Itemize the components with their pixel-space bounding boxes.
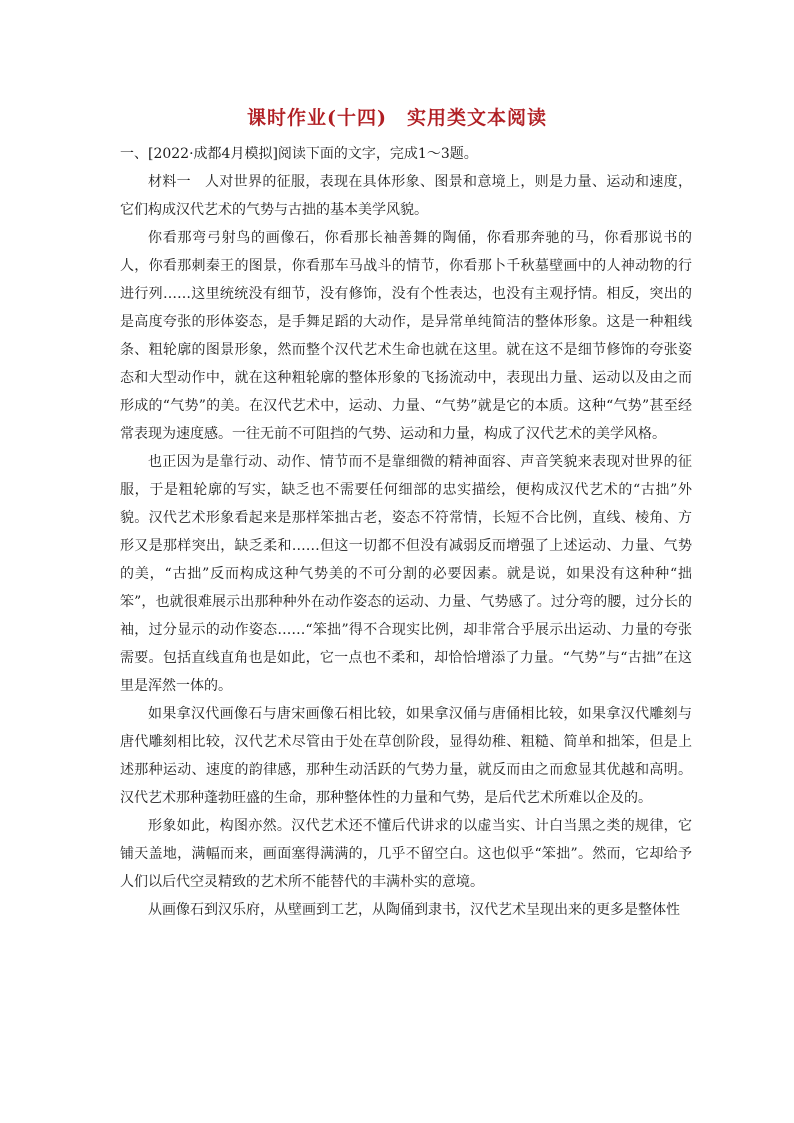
paragraph-1: [120, 168, 692, 224]
page-title: [0, 103, 794, 130]
paragraph-4: 如果拿汉代画像石与唐宋画像石相比较，如果拿汉俑与唐俑相比较，如果拿汉代雕刻与唐代雕刻相比较，汉代艺术尽管由于处在草创阶段，显得幼稚、粗糙、简单和拙笨，但是上述那种运动、速度的韵律感，那种生动活跃的气势力量，就反而由之而愈显其优越和高明。汉代艺术那种蓬勃旺盛的生命，那种整体性的力量和气势，是后代艺术所难以企及的。: [120, 706, 692, 806]
material-label: 材料一: [148, 174, 191, 190]
document-body: [120, 140, 692, 924]
title-part-2: 实用类文本阅读: [406, 107, 547, 129]
question-intro: 一、[2022·成都4月模拟]阅读下面的文字，完成1～3题。: [120, 146, 478, 162]
paragraph-3: 也正因为是靠行动、动作、情节而不是靠细微的精神面容、声音笑貌来表现对世界的征服，于是粗轮廓的写实，缺乏也不需要任何细部的忠实描绘，便构成汉代艺术的“古拙”外貌。汉代艺术形象看起来是那样笨拙古老，姿态不符常情，长短不合比例，直线、棱角、方形又是那样突出，缺乏柔和……但这一切都不但没有减弱反而增强了上述运动、力量、气势的美，“古拙”反而构成这种气势美的不可分割的必要因素。就是说，如果没有这种种“拙笨”，也就很难展示出那种种外在动作姿态的运动、力量、气势感了。过分弯的腰，过分长的袖，过分显示的动作姿态……“笨拙”得不合现实比例，却非常合乎展示出运动、力量的夸张需要。包括直线直角也是如此，它一点也不柔和，却恰恰增添了力量。“气势”与“古拙”在这里是浑然一体的。: [120, 454, 692, 694]
paragraph-1-text: 人对世界的征服，表现在具体形象、图景和意境上，则是力量、运动和速度，它们构成汉代艺术的气势与古拙的基本美学风貌。: [120, 174, 692, 218]
title-part-1: 课时作业(十四): [247, 107, 387, 129]
paragraph-6: 从画像石到汉乐府，从壁画到工艺，从陶俑到隶书，汉代艺术呈现出来的更多是整体性: [148, 902, 680, 918]
paragraph-2: 你看那弯弓射鸟的画像石，你看那长袖善舞的陶俑，你看那奔驰的马，你看那说书的人，你看那刺秦王的图景，你看那车马战斗的情节，你看那卜千秋墓壁画中的人神动物的行进行列……这里统统没有细节，没有修饰，没有个性表达，也没有主观抒情。相反，突出的是高度夸张的形体姿态，是手舞足蹈的大动作，是异常单纯简洁的整体形象。这是一种粗线条、粗轮廓的图景形象，然而整个汉代艺术生命也就在这里。就在这不是细节修饰的夸张姿态和大型动作中，就在这种粗轮廓的整体形象的飞扬流动中，表现出力量、运动以及由之而形成的“气势”的美。在汉代艺术中，运动、力量、“气势”就是它的本质。这种“气势”甚至经常表现为速度感。一往无前不可阻挡的气势、运动和力量，构成了汉代艺术的美学风格。: [120, 230, 692, 442]
paragraph-5: 形象如此，构图亦然。汉代艺术还不懂后代讲求的以虚当实、计白当黑之类的规律，它铺天盖地，满幅而来，画面塞得满满的，几乎不留空白。这也似乎“笨拙”。然而，它却给予人们以后代空灵精致的艺术所不能替代的丰满朴实的意境。: [120, 818, 692, 890]
